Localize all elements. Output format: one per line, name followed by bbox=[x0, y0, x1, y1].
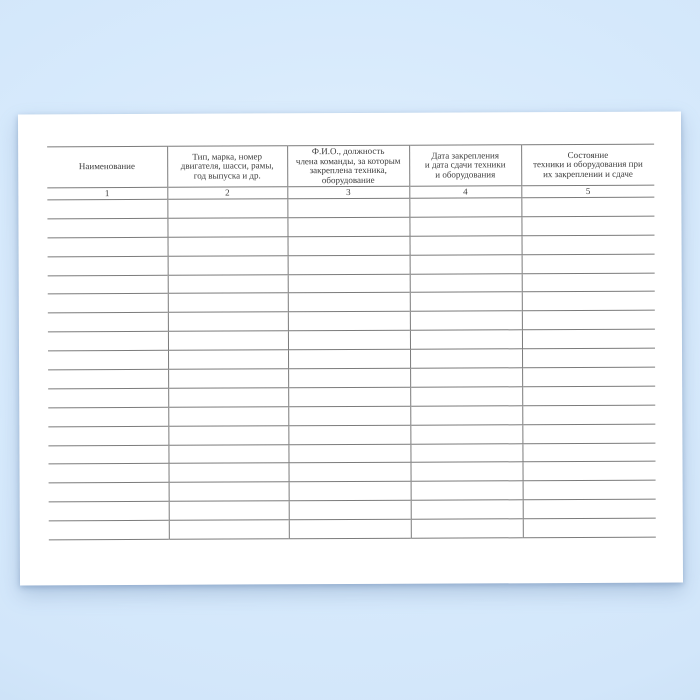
table-cell bbox=[288, 444, 410, 463]
table-cell bbox=[522, 254, 655, 273]
table-cell bbox=[410, 462, 522, 481]
table-cell bbox=[521, 216, 654, 235]
table-cell bbox=[410, 236, 522, 255]
table-cell bbox=[522, 405, 655, 424]
table-cell bbox=[410, 406, 522, 425]
table-cell bbox=[289, 463, 411, 482]
table-cell bbox=[168, 425, 288, 444]
table-cell bbox=[49, 464, 169, 483]
table-cell bbox=[410, 273, 522, 292]
table-cell bbox=[287, 217, 409, 236]
table-cell bbox=[522, 292, 655, 311]
table-cell bbox=[522, 329, 655, 348]
table-cell bbox=[411, 481, 523, 500]
table-cell bbox=[522, 273, 655, 292]
table-cell bbox=[288, 274, 410, 293]
table-cell bbox=[522, 386, 655, 405]
table-cell bbox=[521, 197, 654, 216]
table-cell bbox=[168, 407, 288, 426]
table-cell bbox=[288, 236, 410, 255]
column-number: 1 bbox=[104, 188, 110, 199]
table-cell bbox=[169, 501, 289, 520]
table-cell bbox=[168, 331, 288, 350]
table-cell bbox=[168, 293, 288, 312]
table-cell bbox=[522, 311, 655, 330]
table-cell bbox=[48, 407, 168, 426]
table-cell bbox=[288, 330, 410, 349]
table-cell bbox=[411, 519, 523, 538]
table-cell bbox=[168, 369, 288, 388]
column-header-type-make: Тип, марка, номер двигателя, шасси, рамы, год выпуска и др. bbox=[167, 146, 287, 188]
column-number: 5 bbox=[521, 185, 654, 198]
table-cell bbox=[288, 368, 410, 387]
table-cell bbox=[410, 254, 522, 273]
table-cell bbox=[523, 481, 656, 500]
table-cell bbox=[522, 462, 655, 481]
table-cell bbox=[48, 313, 168, 332]
table-cell bbox=[410, 349, 522, 368]
table-cell bbox=[523, 518, 656, 537]
table-cell bbox=[522, 235, 655, 254]
table-cell bbox=[48, 350, 168, 369]
table-cell bbox=[289, 500, 411, 519]
table-cell bbox=[289, 519, 411, 538]
table-cell bbox=[48, 332, 168, 351]
table-cell bbox=[410, 443, 522, 462]
table-cell bbox=[522, 348, 655, 367]
table-cell bbox=[169, 463, 289, 482]
table-cell bbox=[167, 218, 287, 237]
table-cell bbox=[410, 424, 522, 443]
table-cell bbox=[48, 256, 168, 275]
table-cell bbox=[288, 293, 410, 312]
table-cell bbox=[523, 499, 656, 518]
table-cell bbox=[49, 502, 169, 521]
column-number: 3 bbox=[287, 186, 409, 199]
table-cell bbox=[48, 275, 168, 294]
table-cell bbox=[288, 312, 410, 331]
table-cell bbox=[410, 387, 522, 406]
column-header-name: Наименование bbox=[78, 161, 136, 172]
column-header-person: Ф.И.О., должность члена команды, за которым закреплена техника, оборудование bbox=[287, 145, 409, 187]
table-cell bbox=[48, 294, 168, 313]
table-cell bbox=[168, 350, 288, 369]
table-cell bbox=[49, 520, 169, 539]
table-cell bbox=[47, 199, 167, 218]
table-cell bbox=[288, 406, 410, 425]
table-cell bbox=[168, 255, 288, 274]
table-cell bbox=[289, 482, 411, 501]
table-cell bbox=[48, 426, 168, 445]
table-cell bbox=[168, 444, 288, 463]
table-cell bbox=[169, 482, 289, 501]
table-cell bbox=[287, 198, 409, 217]
table-body bbox=[47, 197, 655, 540]
table-cell bbox=[522, 367, 655, 386]
column-header-condition: Состояние техники и оборудования при их закреплении и сдаче bbox=[521, 144, 654, 186]
column-number: 4 bbox=[409, 186, 521, 198]
table-cell bbox=[288, 387, 410, 406]
table-cell bbox=[411, 500, 523, 519]
table-cell bbox=[48, 237, 168, 256]
table-cell bbox=[522, 443, 655, 462]
table-cell bbox=[410, 311, 522, 330]
table-cell bbox=[409, 217, 521, 236]
table-cell bbox=[168, 312, 288, 331]
column-number: 2 bbox=[167, 187, 287, 200]
equipment-register-table bbox=[47, 144, 656, 541]
table-cell bbox=[409, 198, 521, 217]
table-cell bbox=[48, 369, 168, 388]
table-cell bbox=[522, 424, 655, 443]
column-header-dates: Дата закрепления и дата сдачи техники и оборудования bbox=[409, 145, 521, 186]
table-cell bbox=[168, 388, 288, 407]
table-cell bbox=[49, 483, 169, 502]
table-cell bbox=[168, 274, 288, 293]
table-cell bbox=[168, 237, 288, 256]
table-row bbox=[49, 518, 656, 540]
table-cell bbox=[410, 368, 522, 387]
table-cell bbox=[169, 520, 289, 539]
table-cell bbox=[288, 255, 410, 274]
table-cell bbox=[410, 330, 522, 349]
header-row bbox=[47, 144, 654, 188]
table-cell bbox=[410, 292, 522, 311]
table-cell bbox=[48, 388, 168, 407]
table-cell bbox=[288, 349, 410, 368]
table-cell bbox=[48, 445, 168, 464]
table-cell bbox=[47, 218, 167, 237]
table-cell bbox=[288, 425, 410, 444]
paper-sheet bbox=[18, 112, 683, 586]
table-cell bbox=[167, 199, 287, 218]
